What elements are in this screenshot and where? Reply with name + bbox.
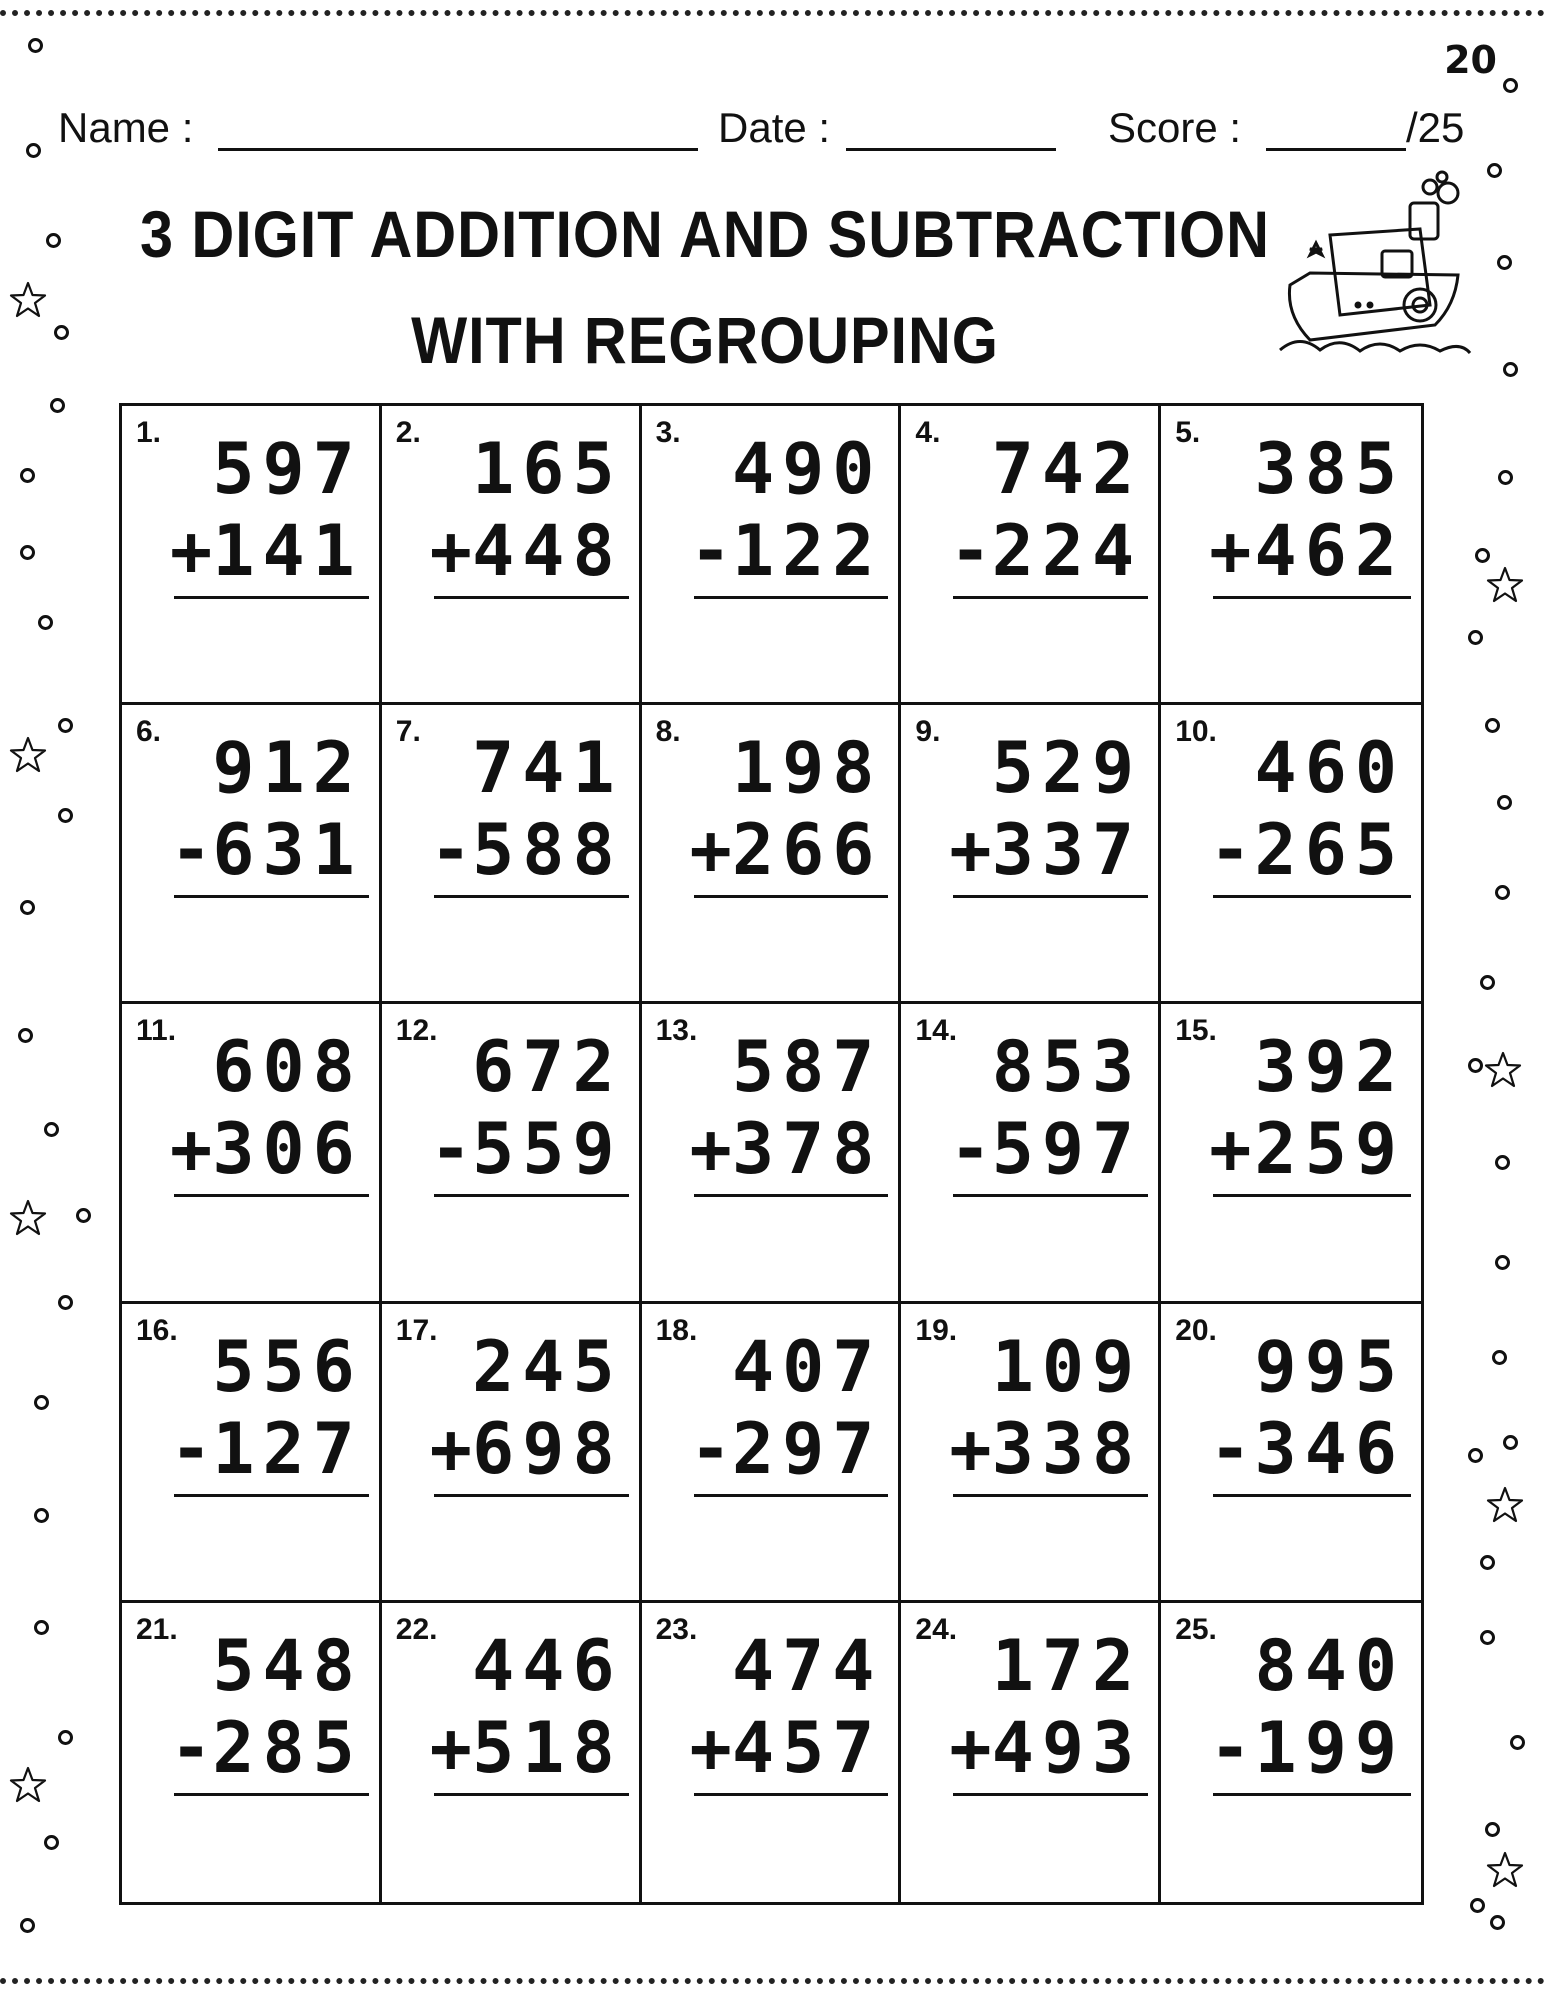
operator-sign: +: [429, 1407, 472, 1490]
dot-icon: [1503, 1435, 1518, 1450]
dot-icon: [1480, 975, 1495, 990]
dot-icon: [20, 468, 35, 483]
answer-line: [174, 1793, 369, 1796]
top-operand: 597: [212, 428, 363, 510]
bottom-operand: 378: [731, 1108, 883, 1191]
dot-icon: [50, 398, 65, 413]
problem-number: 4.: [915, 416, 941, 449]
problem-cell[interactable]: [382, 1004, 642, 1303]
star-icon: [1483, 1050, 1523, 1090]
problem-number: 1.: [136, 416, 162, 449]
dot-icon: [1503, 78, 1518, 93]
dot-icon: [44, 1122, 59, 1137]
bottom-operand: 127: [212, 1407, 363, 1490]
answer-line: [1213, 596, 1411, 599]
top-operand: 407: [731, 1325, 883, 1408]
answer-line: [694, 1793, 889, 1796]
problem-cell[interactable]: [901, 1004, 1161, 1303]
answer-line: [434, 1793, 629, 1796]
problem-cell[interactable]: [642, 1603, 902, 1902]
problem-number: 13.: [655, 1014, 698, 1048]
problem-cell[interactable]: [642, 1304, 902, 1603]
problem-number: 8.: [655, 715, 681, 749]
star-icon: [8, 1765, 48, 1805]
problem-cell[interactable]: [1161, 1304, 1421, 1603]
top-operand: 587: [731, 1026, 883, 1109]
operator-sign: +: [170, 510, 213, 592]
dot-icon: [76, 1208, 91, 1223]
problem-number: 20.: [1175, 1313, 1217, 1347]
dot-icon: [18, 1028, 33, 1043]
dot-icon: [1468, 1058, 1483, 1073]
operator-sign: +: [949, 809, 992, 892]
answer-line: [434, 1194, 629, 1197]
answer-line: [953, 1194, 1148, 1197]
dot-icon: [1485, 1822, 1500, 1837]
bottom-operand: 698: [472, 1407, 623, 1490]
top-operand: 490: [731, 428, 883, 510]
bottom-operand: 518: [472, 1706, 623, 1789]
problem-number: 16.: [136, 1313, 178, 1347]
dot-icon: [1480, 1630, 1495, 1645]
star-icon: [8, 280, 48, 320]
bottom-operand: 493: [991, 1706, 1143, 1789]
dot-icon: [1497, 255, 1512, 270]
dot-icon: [1470, 1898, 1485, 1913]
operator-sign: -: [429, 809, 472, 892]
operator-sign: +: [949, 1706, 992, 1789]
bottom-operand: 297: [731, 1407, 883, 1490]
problem-number: 9.: [915, 715, 941, 749]
steamboat-illustration: [1270, 165, 1480, 380]
answer-line: [174, 895, 369, 898]
top-operand: 608: [212, 1026, 363, 1109]
worksheet-header: [58, 104, 1478, 154]
answer-line: [694, 1494, 889, 1497]
bottom-operand: 631: [212, 809, 363, 892]
problem-cell[interactable]: [901, 406, 1161, 705]
problem-cell[interactable]: [382, 1304, 642, 1603]
bottom-operand: 338: [991, 1407, 1143, 1490]
star-icon: [8, 1198, 48, 1238]
dot-icon: [20, 900, 35, 915]
dot-icon: [38, 615, 53, 630]
answer-line: [434, 1494, 629, 1497]
answer-line: [953, 895, 1148, 898]
problem-cell[interactable]: [1161, 1004, 1421, 1303]
problem-number: 23.: [655, 1612, 698, 1646]
top-operand: 840: [1254, 1624, 1405, 1707]
answer-line: [953, 1793, 1148, 1796]
problem-cell[interactable]: [382, 1603, 642, 1902]
problem-cell[interactable]: [1161, 406, 1421, 705]
problem-cell[interactable]: [122, 406, 382, 705]
dot-icon: [26, 143, 41, 158]
dot-icon: [28, 38, 43, 53]
dot-icon: [1510, 1735, 1525, 1750]
problem-number: 19.: [915, 1313, 958, 1347]
answer-line: [694, 1194, 889, 1197]
dot-icon: [34, 1395, 49, 1410]
problem-number: 24.: [915, 1612, 958, 1646]
dot-icon: [44, 1835, 59, 1850]
problem-number: 5.: [1175, 416, 1201, 449]
dot-icon: [20, 1918, 35, 1933]
score-field[interactable]: [1266, 148, 1406, 151]
operator-sign: -: [949, 1108, 992, 1191]
operator-sign: -: [1209, 809, 1252, 892]
problem-cell[interactable]: [642, 1004, 902, 1303]
operator-sign: +: [429, 1706, 472, 1789]
star-icon: [8, 735, 48, 775]
score-label: Score :: [1108, 104, 1242, 151]
star-icon: [1485, 565, 1525, 605]
bottom-operand: 224: [991, 510, 1143, 592]
dot-icon: [1503, 362, 1518, 377]
star-icon: [1485, 1850, 1525, 1890]
top-operand: 741: [472, 727, 623, 810]
top-operand: 672: [472, 1026, 623, 1109]
top-operand: 392: [1254, 1026, 1405, 1109]
problem-cell[interactable]: [642, 406, 902, 705]
problem-number: 17.: [395, 1313, 438, 1347]
problem-number: 11.: [136, 1014, 177, 1048]
dot-icon: [1495, 1155, 1510, 1170]
answer-line: [174, 596, 369, 599]
answer-line: [953, 596, 1148, 599]
dot-icon: [1498, 470, 1513, 485]
operator-sign: -: [689, 510, 732, 592]
dot-icon: [1468, 1448, 1483, 1463]
operator-sign: -: [1209, 1706, 1252, 1789]
dot-icon: [58, 1295, 73, 1310]
score-total: /25: [1406, 104, 1465, 151]
name-field[interactable]: [218, 148, 698, 151]
top-operand: 529: [991, 727, 1143, 810]
dot-icon: [34, 1620, 49, 1635]
operator-sign: -: [170, 1706, 213, 1789]
date-field[interactable]: [846, 148, 1056, 151]
operator-sign: +: [1209, 1108, 1252, 1191]
top-operand: 912: [212, 727, 363, 810]
top-operand: 474: [731, 1624, 883, 1707]
problem-cell[interactable]: [642, 705, 902, 1004]
dot-icon: [1495, 885, 1510, 900]
answer-line: [434, 596, 629, 599]
problem-number: 22.: [395, 1612, 438, 1646]
operator-sign: -: [689, 1407, 732, 1490]
answer-line: [953, 1494, 1148, 1497]
problem-grid: [119, 403, 1424, 1905]
operator-sign: +: [1209, 510, 1252, 592]
worksheet-title-line2: WITH REGROUPING: [411, 303, 999, 377]
problem-number: 10.: [1175, 715, 1217, 749]
bottom-dotted-border: [0, 1978, 1545, 1984]
bottom-operand: 337: [991, 809, 1143, 892]
problem-number: 25.: [1175, 1612, 1217, 1646]
dot-icon: [20, 545, 35, 560]
operator-sign: +: [689, 1108, 732, 1191]
dot-icon: [1497, 795, 1512, 810]
top-dotted-border: [0, 10, 1545, 16]
answer-line: [434, 895, 629, 898]
bottom-operand: 265: [1254, 809, 1405, 892]
operator-sign: +: [689, 1706, 732, 1789]
operator-sign: -: [1209, 1407, 1252, 1490]
top-operand: 385: [1254, 428, 1405, 510]
answer-line: [1213, 1194, 1411, 1197]
answer-line: [694, 596, 889, 599]
top-operand: 446: [472, 1624, 623, 1707]
bottom-operand: 259: [1254, 1108, 1405, 1191]
star-icon: [1485, 1485, 1525, 1525]
operator-sign: -: [170, 809, 213, 892]
problem-number: 3.: [655, 416, 681, 449]
bottom-operand: 448: [472, 510, 623, 592]
problem-cell[interactable]: [901, 1603, 1161, 1902]
top-operand: 995: [1254, 1325, 1405, 1408]
dot-icon: [1495, 1255, 1510, 1270]
problem-number: 7.: [395, 715, 421, 749]
dot-icon: [34, 1508, 49, 1523]
top-operand: 742: [991, 428, 1143, 510]
problem-cell[interactable]: [122, 705, 382, 1004]
bottom-operand: 597: [991, 1108, 1143, 1191]
dot-icon: [54, 325, 69, 340]
problem-cell[interactable]: [122, 1603, 382, 1902]
problem-cell[interactable]: [1161, 705, 1421, 1004]
bottom-operand: 285: [212, 1706, 363, 1789]
bottom-operand: 457: [731, 1706, 883, 1789]
bottom-operand: 588: [472, 809, 623, 892]
top-operand: 548: [212, 1624, 363, 1707]
dot-icon: [1475, 548, 1490, 563]
bottom-operand: 306: [212, 1108, 363, 1191]
answer-line: [1213, 1793, 1411, 1796]
problem-number: 18.: [655, 1313, 698, 1347]
problem-cell[interactable]: [901, 1304, 1161, 1603]
operator-sign: +: [689, 809, 732, 892]
answer-line: [174, 1494, 369, 1497]
dot-icon: [58, 808, 73, 823]
dot-icon: [1487, 163, 1502, 178]
dot-icon: [1490, 1915, 1505, 1930]
bottom-operand: 199: [1254, 1706, 1405, 1789]
operator-sign: -: [170, 1407, 213, 1490]
bottom-operand: 266: [731, 809, 883, 892]
dot-icon: [46, 233, 61, 248]
bottom-operand: 559: [472, 1108, 623, 1191]
problem-cell[interactable]: [1161, 1603, 1421, 1902]
dot-icon: [58, 718, 73, 733]
top-operand: 109: [991, 1325, 1143, 1408]
dot-icon: [1480, 1555, 1495, 1570]
top-operand: 245: [472, 1325, 623, 1408]
bottom-operand: 346: [1254, 1407, 1405, 1490]
dot-icon: [1485, 718, 1500, 733]
problem-cell[interactable]: [122, 1304, 382, 1603]
problem-number: 21.: [136, 1612, 178, 1646]
problem-cell[interactable]: [382, 406, 642, 705]
name-label: Name :: [58, 104, 194, 151]
operator-sign: -: [949, 510, 992, 592]
top-operand: 556: [212, 1325, 363, 1408]
top-operand: 172: [991, 1624, 1143, 1707]
answer-line: [1213, 1494, 1411, 1497]
bottom-operand: 122: [731, 510, 883, 592]
dot-icon: [58, 1730, 73, 1745]
top-operand: 460: [1254, 727, 1405, 810]
operator-sign: +: [429, 510, 472, 592]
bottom-operand: 141: [212, 510, 363, 592]
bottom-operand: 462: [1254, 510, 1405, 592]
worksheet-title-line1: 3 DIGIT ADDITION AND SUBTRACTION: [140, 197, 1270, 271]
problem-number: 12.: [395, 1014, 438, 1048]
problem-number: 2.: [395, 416, 421, 449]
problem-cell[interactable]: [382, 705, 642, 1004]
problem-cell[interactable]: [122, 1004, 382, 1303]
page-number: 20: [1444, 38, 1497, 82]
answer-line: [1213, 895, 1411, 898]
operator-sign: -: [429, 1108, 472, 1191]
problem-cell[interactable]: [901, 705, 1161, 1004]
top-operand: 198: [731, 727, 883, 810]
top-operand: 853: [991, 1026, 1143, 1109]
operator-sign: +: [170, 1108, 213, 1191]
answer-line: [694, 895, 889, 898]
problem-number: 14.: [915, 1014, 958, 1048]
dot-icon: [1492, 1350, 1507, 1365]
problem-number: 6.: [136, 715, 162, 749]
date-label: Date :: [718, 104, 831, 151]
top-operand: 165: [472, 428, 623, 510]
problem-number: 15.: [1175, 1014, 1217, 1048]
dot-icon: [1468, 630, 1483, 645]
operator-sign: +: [949, 1407, 992, 1490]
answer-line: [174, 1194, 369, 1197]
